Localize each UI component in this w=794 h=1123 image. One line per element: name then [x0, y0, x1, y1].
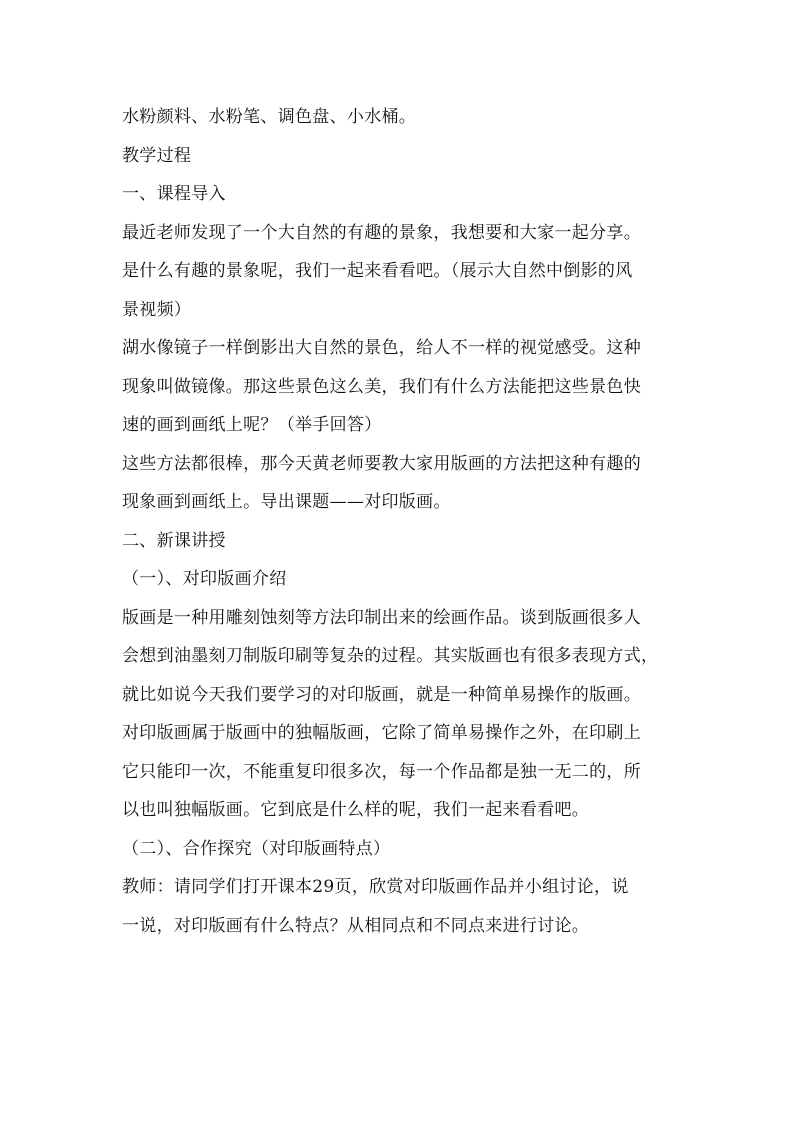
- paragraph-line: 这些方法都很棒，那今天黄老师要教大家用版画的方法把这种有趣的: [122, 453, 641, 474]
- paragraph-line: 它只能印一次，不能重复印很多次，每一个作品都是独一无二的，所: [122, 761, 641, 782]
- paragraph-line: 现象画到画纸上。导出课题——对印版画。: [122, 492, 451, 512]
- paragraph-line: 版画是一种用雕刻蚀刻等方法印制出来的绘画作品。谈到版画很多人: [122, 607, 641, 628]
- subsection-heading: 二、新课讲授: [122, 530, 226, 551]
- paragraph-line: 景视频）: [122, 299, 192, 320]
- subsection-heading: （二）、合作探究（对印版画特点）: [122, 838, 391, 859]
- subsection-heading: 一、课程导入: [122, 184, 226, 204]
- paragraph-line: 对印版画属于版画中的独幅版画，它除了简单易操作之外，在印刷上: [122, 723, 641, 743]
- materials-line: 水粉颜料、水粉笔、调色盘、小水桶。: [122, 107, 417, 127]
- section-heading: 教学过程: [122, 145, 192, 166]
- paragraph-line: 现象叫做镜像。那这些景色这么美，我们有什么方法能把这些景色快: [122, 376, 641, 397]
- paragraph-line: 一说，对印版画有什么特点？从相同点和不同点来进行讨论。: [122, 915, 590, 936]
- paragraph-line: 最近老师发现了一个大自然的有趣的景象，我想要和大家一起分享。: [122, 222, 641, 243]
- paragraph-line: 教师：请同学们打开课本29页，欣赏对印版画作品并小组讨论，说: [122, 877, 629, 897]
- paragraph-line: 速的画到画纸上呢？（举手回答）: [122, 415, 382, 435]
- paragraph-line: 以也叫独幅版画。它到底是什么样的呢，我们一起来看看吧。: [122, 800, 590, 820]
- paragraph-line: 湖水像镜子一样倒影出大自然的景色，给人不一样的视觉感受。这种: [122, 338, 641, 358]
- paragraph-line: 是什么有趣的景象呢，我们一起来看看吧。（展示大自然中倒影的风: [122, 261, 633, 281]
- document-body: [122, 98, 677, 945]
- paragraph-line: 会想到油墨刻刀制版印刷等复杂的过程。其实版画也有很多表现方式，: [122, 646, 659, 666]
- paragraph-line: 就比如说今天我们要学习的对印版画，就是一种简单易操作的版画。: [122, 684, 641, 705]
- subsection-heading: （一）、对印版画介绍: [122, 569, 287, 589]
